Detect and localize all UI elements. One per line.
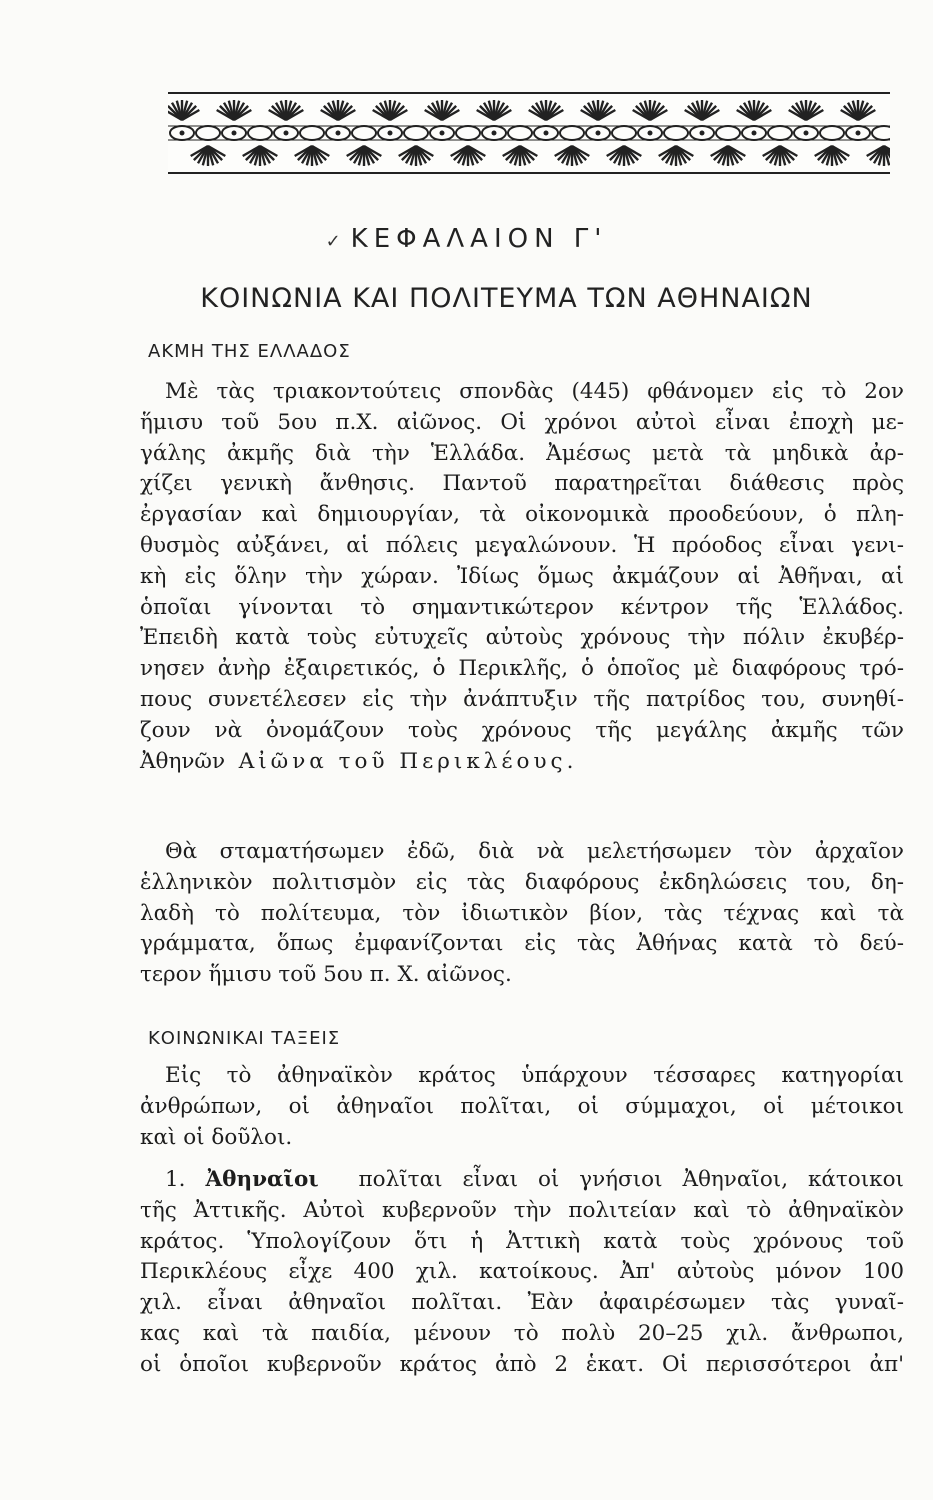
- text-line-first: [140, 1165, 904, 1196]
- text-line: οἱ ὁποῖοι κυβερνοῦν κράτος ἀπὸ 2 ἑκατ. Οἱ περισσότεροι ἀπ': [140, 1351, 904, 1377]
- bold-term: Ἀθηναῖοι: [205, 1167, 319, 1192]
- text-line: πους συνετέλεσεν εἰς τὴν ἀνάπτυξιν τῆς πατρίδος του, συνηθί-: [140, 686, 904, 712]
- text-line: Θὰ σταματήσωμεν ἐδῶ, διὰ νὰ μελετήσωμεν τὸν ἀρχαῖον: [165, 839, 904, 864]
- list-number: 1.: [165, 1167, 186, 1192]
- text-fragment: Ἀθηνῶν: [140, 748, 226, 774]
- paragraph-athenians: [140, 1165, 904, 1381]
- paragraph-akmi: [140, 377, 904, 777]
- spaced-emphasis-text: Αἰῶνα τοῦ Περικλέους.: [238, 748, 578, 774]
- text-line: καὶ οἱ δοῦλοι.: [140, 1124, 293, 1150]
- text-line: κράτος. Ὑπολογίζουν ὅτι ἡ Ἀττικὴ κατὰ τοὺς χρόνους τοῦ: [140, 1228, 904, 1254]
- text-line: τερον ἥμισυ τοῦ 5ου π. Χ. αἰῶνος.: [140, 962, 512, 988]
- check-mark-icon: ✓: [325, 231, 341, 252]
- text-line: λαδὴ τὸ πολίτευμα, τὸν ἰδιωτικὸν βίον, τὰς τέχνας καὶ τὰ: [140, 900, 904, 926]
- text-line: ἐργασίαν καὶ δημιουργίαν, τὰ οἰκονομικὰ προοδεύουν, ὁ πλη-: [140, 502, 904, 528]
- text-line: Ἐπειδὴ κατὰ τοὺς εὐτυχεῖς αὐτοὺς χρόνους τὴν πόλιν ἐκυβέρ-: [140, 625, 904, 651]
- paragraph-categories: [140, 1061, 904, 1153]
- text-line: χιλ. εἶναι ἀθηναῖοι πολῖται. Ἐὰν ἀφαιρέσωμεν τὰς γυναῖ-: [140, 1290, 904, 1316]
- chapter-heading: [0, 224, 933, 254]
- text-line: γάλης ἀκμῆς διὰ τὴν Ἑλλάδα. Ἀμέσως μετὰ τὰ μηδικὰ ἀρ-: [140, 440, 904, 466]
- text-line: ἑλληνικὸν πολιτισμὸν εἰς τὰς διαφόρους ἐκδηλώσεις του, δη-: [140, 869, 904, 895]
- text-line: ἥμισυ τοῦ 5ου π.Χ. αἰῶνος. Οἱ χρόνοι αὐτοὶ εἶναι ἐποχὴ με-: [140, 409, 904, 435]
- text-line: θυσμὸς αὐξάνει, αἱ πόλεις μεγαλώνουν. Ἡ πρόοδος εἶναι γενι-: [140, 532, 904, 558]
- text-line: ἀνθρώπων, οἱ ἀθηναῖοι πολῖται, οἱ σύμμαχοι, οἱ μέτοικοι: [140, 1093, 904, 1119]
- text-line: χίζει γενικὴ ἄνθησις. Παντοῦ παρατηρεῖται διάθεσις πρὸς: [140, 471, 904, 497]
- text-line: Περικλέους εἶχε 400 χιλ. κατοίκους. Ἀπ' αὐτοὺς μόνον 100: [140, 1259, 904, 1285]
- chapter-heading-text: ΚΕΦΑΛΑΙΟΝ Γ': [350, 224, 608, 254]
- text-fragment: πολῖται εἶναι οἱ γνήσιοι Ἀθηναῖοι, κάτοικοι: [358, 1167, 904, 1192]
- text-line: ὁποῖαι γίνονται τὸ σημαντικώτερον κέντρον τῆς Ἑλλάδος.: [140, 594, 904, 620]
- section-heading-akmi: ΑΚΜΗ ΤΗΣ ΕΛΛΑΔΟΣ: [148, 341, 351, 362]
- text-line: νησεν ἀνὴρ ἐξαιρετικός, ὁ Περικλῆς, ὁ ὁποῖος μὲ διαφόρους τρό-: [140, 656, 904, 682]
- page-title: ΚΟΙΝΩΝΙΑ ΚΑΙ ΠΟΛΙΤΕΥΜΑ ΤΩΝ ΑΘΗΝΑΙΩΝ: [200, 283, 813, 314]
- text-line: γράμματα, ὅπως ἐμφανίζονται εἰς τὰς Ἀθήνας κατὰ τὸ δεύ-: [140, 931, 904, 957]
- text-line: Μὲ τὰς τριακοντούτεις σπονδὰς (445) φθάνομεν εἰς τὸ 2ον: [165, 379, 904, 404]
- text-line: τῆς Ἀττικῆς. Αὐτοὶ κυβερνοῦν τὴν πολιτείαν καὶ τὸ ἀθηναϊκὸν: [140, 1197, 904, 1223]
- text-line: κας καὶ τὰ παιδία, μένουν τὸ πολὺ 20–25 χιλ. ἄνθρωποι,: [140, 1320, 904, 1346]
- section-heading-taxeis: ΚΟΙΝΩΝΙΚΑΙ ΤΑΞΕΙΣ: [148, 1028, 341, 1049]
- text-line-final: [140, 747, 904, 778]
- decorative-header-band: [168, 92, 890, 174]
- text-line: κὴ εἰς ὅλην τὴν χώραν. Ἰδίως ὅμως ἀκμάζουν αἱ Ἀθῆναι, αἱ: [140, 563, 904, 589]
- ornament-pattern-icon: [168, 94, 890, 172]
- text-line: Εἰς τὸ ἀθηναϊκὸν κράτος ὑπάρχουν τέσσαρες κατηγορίαι: [165, 1063, 904, 1088]
- paragraph-stop-here: [140, 837, 904, 991]
- text-line: ζουν νὰ ὀνομάζουν τοὺς χρόνους τῆς μεγάλης ἀκμῆς τῶν: [140, 717, 904, 743]
